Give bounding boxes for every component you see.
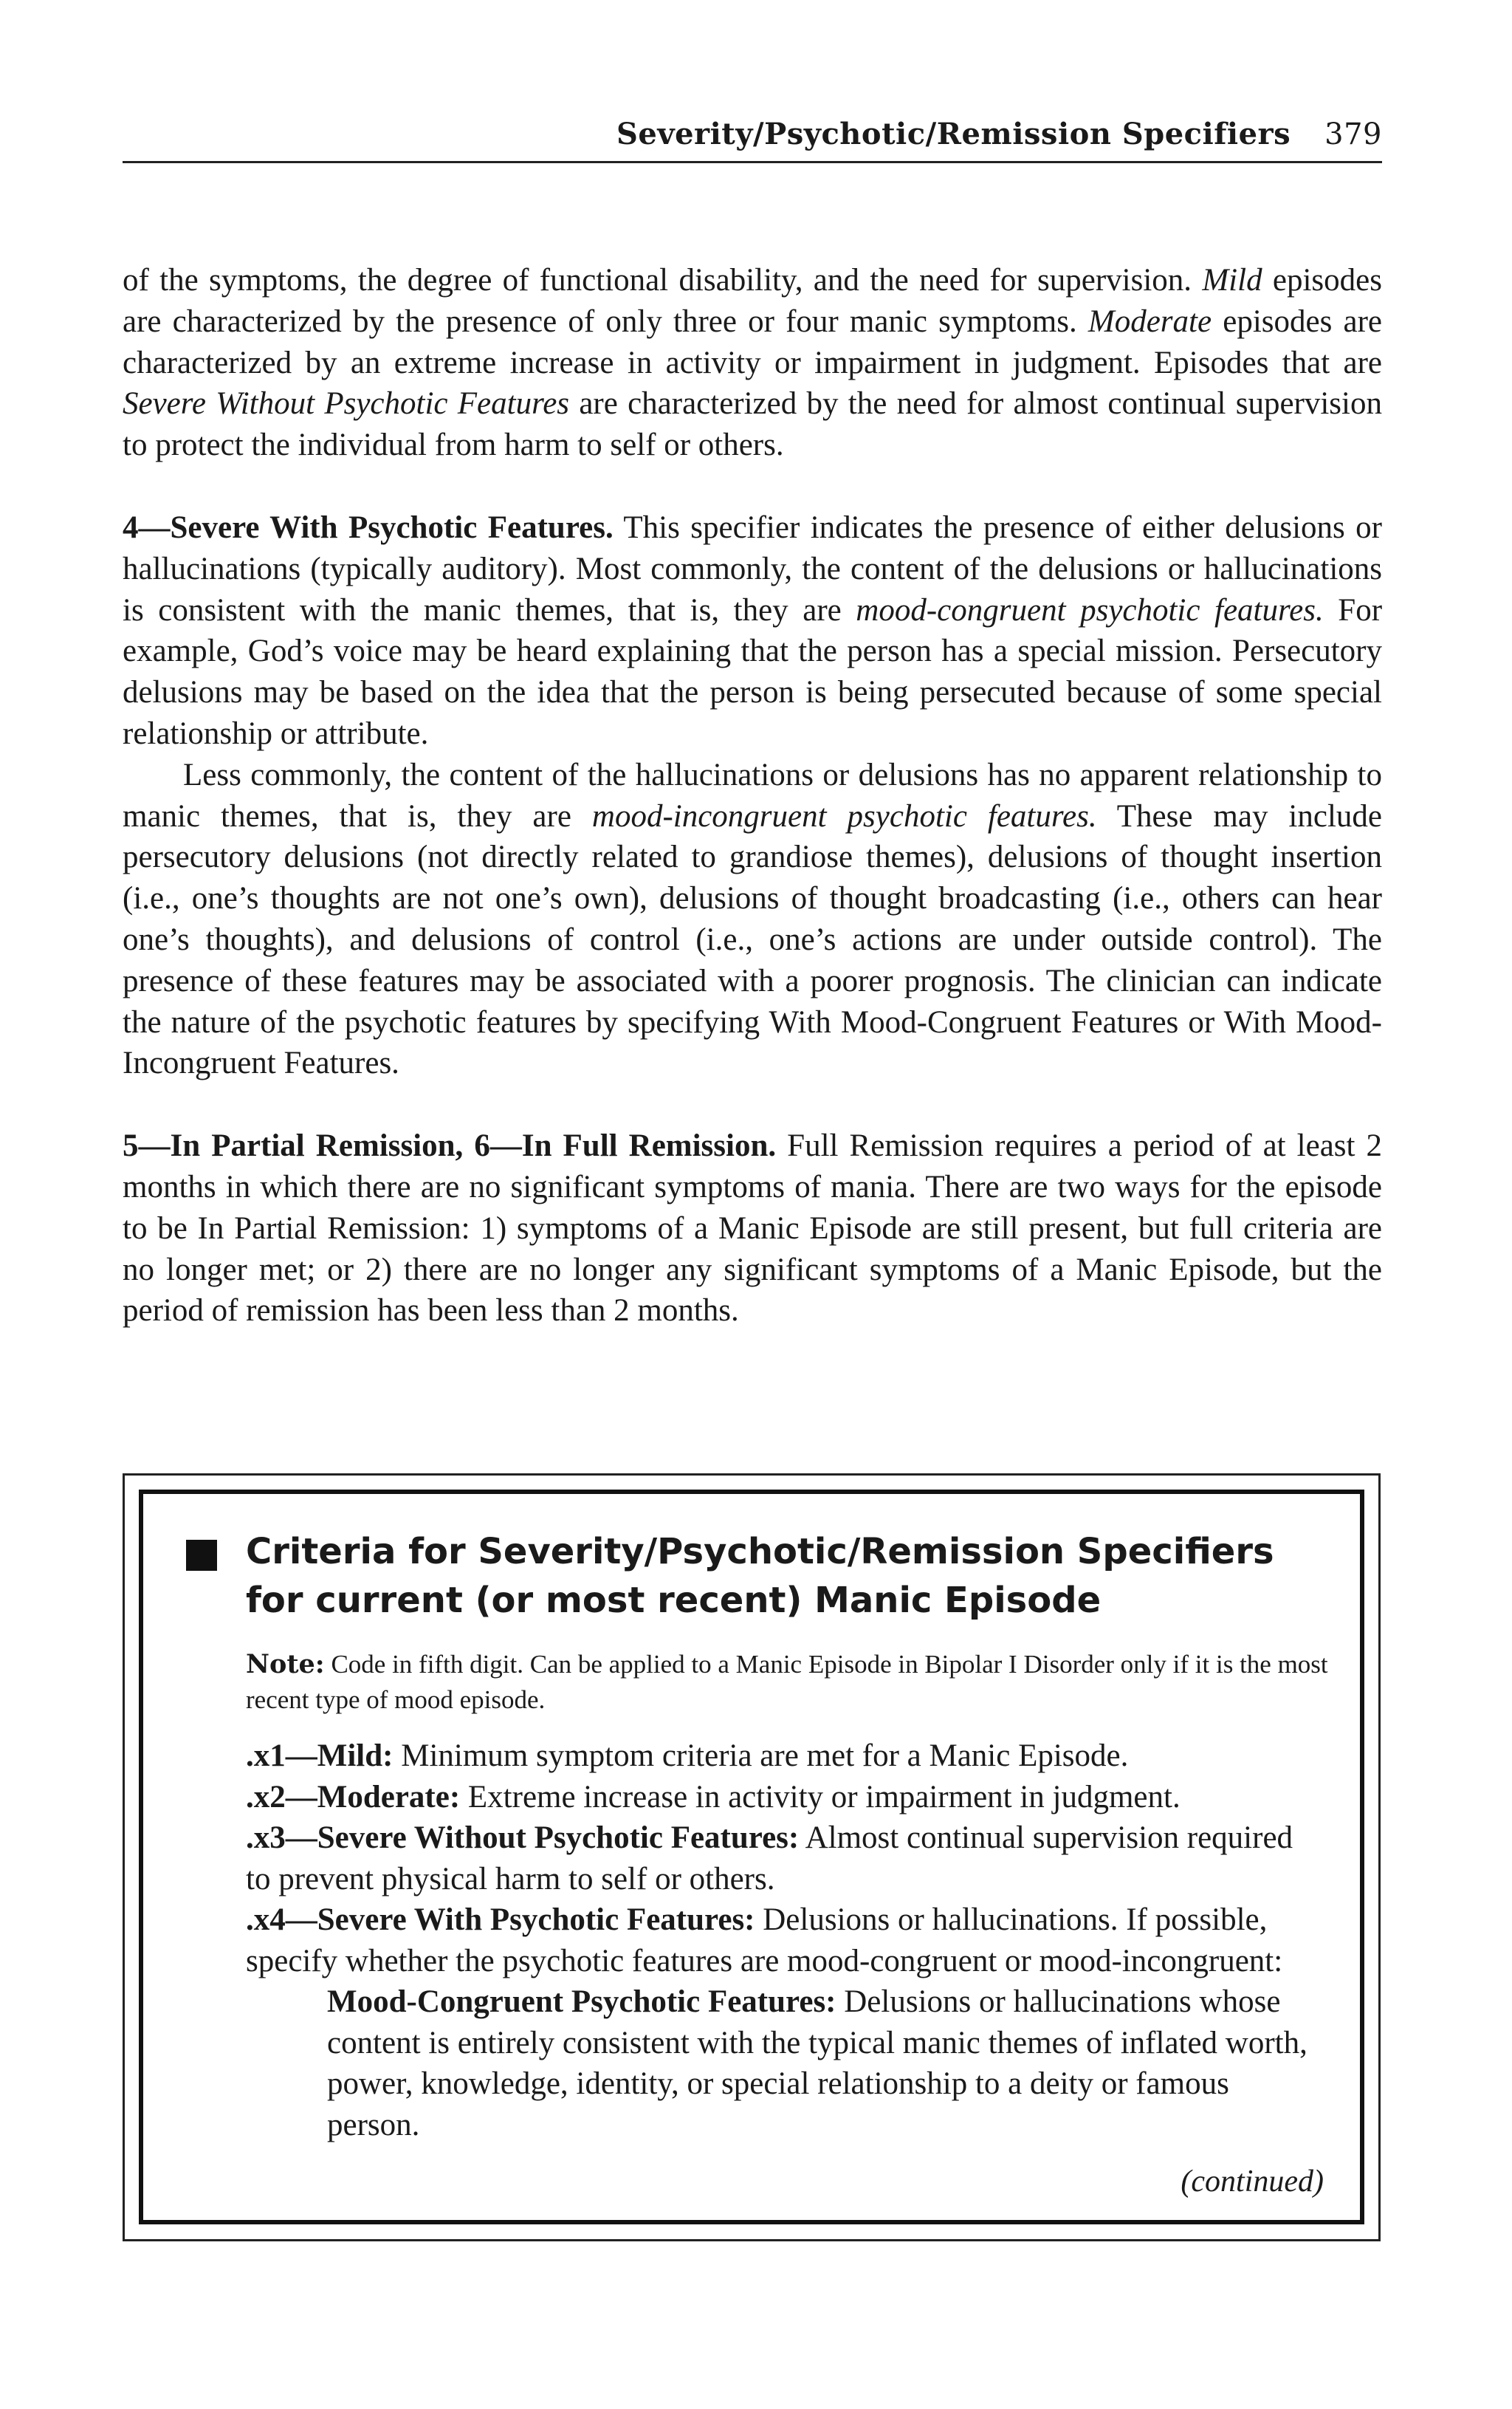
section-heading: 4—Severe With Psychotic Features. xyxy=(123,510,614,545)
page-number: 379 xyxy=(1324,117,1382,151)
criteria-title-line: Criteria for Severity/Psychotic/Remission Specifiers xyxy=(246,1531,1274,1572)
paragraph-severity-intro xyxy=(123,260,1382,466)
criteria-sub-item xyxy=(327,1981,1324,2145)
paragraph-remission xyxy=(123,1125,1382,1332)
text-run: For example, God’s voice may be heard explaining that the person has a special mission. Persecutory delusions may be based on the idea that the person is being persecuted because of some special relationship or attribute. xyxy=(123,592,1383,751)
criteria-item xyxy=(246,1817,1324,1899)
criteria-list xyxy=(246,1735,1324,2145)
italic-term-mild: Mild xyxy=(1202,263,1262,298)
italic-term-mood-congruent: mood-congruent psychotic features. xyxy=(856,592,1324,628)
criteria-title-line: for current (or most recent) Manic Episode xyxy=(246,1580,1102,1621)
criteria-item xyxy=(246,1777,1324,1818)
text-run: episodes are characterized by an extreme increase in activity or impairment in judgment. Episodes that are xyxy=(123,304,1382,380)
criteria-text: Delusions or hallucinations whose content is entirely consistent with the typical manic themes of inflated worth, power, knowledge, identity, or special relationship to a deity or famous person. xyxy=(327,1984,1307,2142)
italic-term-moderate: Moderate xyxy=(1087,304,1212,339)
criteria-code: .x4—Severe With Psychotic Features: xyxy=(246,1902,755,1937)
criteria-text: Almost continual supervision required to prevent physical harm to self or others. xyxy=(246,1820,1293,1896)
criteria-text: Delusions or hallucinations. If possible, specify whether the psychotic features are mood-congruent or mood-incongruent: xyxy=(246,1902,1283,1978)
criteria-sub-label: Mood-Congruent Psychotic Features: xyxy=(327,1984,836,2019)
square-bullet-icon xyxy=(186,1540,217,1571)
text-run: are characterized by the need for almost continual supervision to protect the individual from harm to self or others. xyxy=(123,386,1382,463)
text-run: episodes are characterized by the presence of only three or four manic symptoms. xyxy=(123,263,1382,339)
text-run: of the symptoms, the degree of functional disability, and the need for supervision. xyxy=(123,263,1203,298)
criteria-text: Extreme increase in activity or impairment in judgment. xyxy=(460,1779,1181,1815)
continued-label: (continued) xyxy=(1181,2165,1324,2199)
criteria-item xyxy=(246,1899,1324,1981)
criteria-item xyxy=(246,1735,1324,1777)
running-head xyxy=(123,117,1382,163)
note-label: Note: xyxy=(246,1649,325,1679)
note-text: Code in fifth digit. Can be applied to a Manic Episode in Bipolar I Disorder only if it is the most recent type of mood episode. xyxy=(246,1650,1328,1714)
text-run: Full Remission requires a period of at least 2 months in which there are no significant symptoms of mania. There are two ways for the episode to be In Partial Remission: 1) symptoms of a Manic Episode are still present, but full criteria are no longer met; or 2) there are no longer any significant symptoms of a Manic Episode, but the period of remission has been less than 2 months. xyxy=(123,1128,1383,1329)
criteria-code: .x2—Moderate: xyxy=(246,1779,461,1815)
body-text xyxy=(123,260,1382,1332)
text-run: Less commonly, the content of the hallucinations or delusions has no apparent relationship to manic themes, that is, they are xyxy=(123,757,1382,834)
paragraph-severe-with-psychotic xyxy=(123,507,1382,755)
italic-term-severe-without: Severe Without Psychotic Features xyxy=(123,386,570,422)
criteria-text: Minimum symptom criteria are met for a Manic Episode. xyxy=(393,1738,1129,1773)
paragraph-mood-incongruent xyxy=(123,755,1382,1084)
criteria-code: .x3—Severe Without Psychotic Features: xyxy=(246,1820,800,1855)
italic-term-mood-incongruent: mood-incongruent psychotic features. xyxy=(591,798,1097,834)
running-title: Severity/Psychotic/Remission Specifiers xyxy=(616,117,1291,151)
criteria-note xyxy=(246,1647,1331,1718)
section-heading: 5—In Partial Remission, 6—In Full Remission. xyxy=(123,1128,777,1164)
criteria-code: .x1—Mild: xyxy=(246,1738,394,1773)
criteria-box-title xyxy=(246,1527,1339,1625)
text-run: This specifier indicates the presence of either delusions or hallucinations (typically auditory). Most commonly, the content of the delusions or hallucinations is consistent with the manic themes, that is, they are xyxy=(123,510,1383,628)
text-run: These may include persecutory delusions (not directly related to grandiose themes), delusions of thought insertion (i.e., one’s thoughts are not one’s own), delusions of thought broadcasting (i.e., others can hear one’s thoughts), and delusions of control (i.e., one’s actions are under outside control). The presence of these features may be associated with a poorer prognosis. The clinician can indicate the nature of the psychotic features by specifying With Mood-Congruent Features or With Mood-Incongruent Features. xyxy=(123,798,1382,1081)
